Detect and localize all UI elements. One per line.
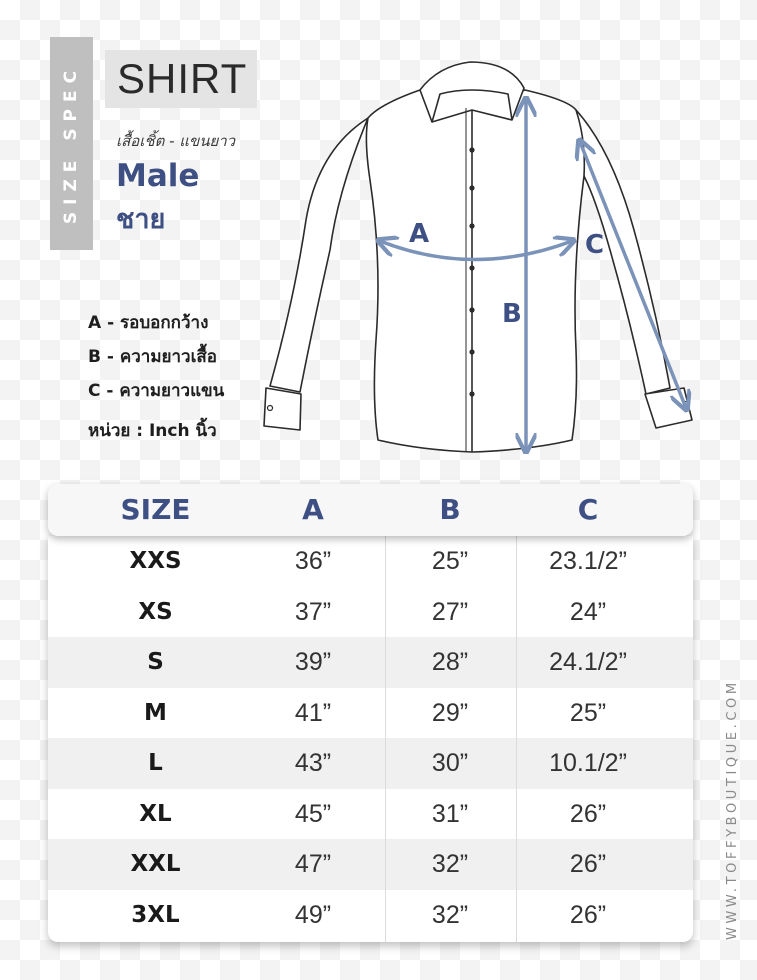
size-cell: XXL bbox=[130, 851, 181, 877]
website-url: WWW.TOFFYBOUTIQUE.COM bbox=[725, 679, 740, 940]
header-c: C bbox=[577, 493, 599, 526]
diagram-label-c: C bbox=[585, 230, 605, 260]
product-title: SHIRT bbox=[117, 55, 248, 102]
measurement-legend bbox=[88, 312, 224, 454]
product-title-box bbox=[105, 50, 257, 108]
length-cell: 32” bbox=[431, 900, 469, 929]
size-cell: XS bbox=[138, 598, 173, 625]
chest-cell: 47” bbox=[294, 850, 332, 878]
diagram-label-b: B bbox=[502, 299, 522, 329]
sleeve-cell: 10.1/2” bbox=[549, 749, 627, 777]
size-table-header bbox=[48, 484, 693, 536]
header-b: B bbox=[439, 493, 461, 526]
chest-cell: 45” bbox=[294, 799, 332, 828]
length-cell: 28” bbox=[431, 648, 469, 676]
table-row bbox=[48, 688, 693, 739]
table-row bbox=[48, 587, 693, 638]
table-row bbox=[48, 839, 693, 890]
length-cell: 30” bbox=[431, 749, 469, 777]
size-cell: L bbox=[148, 750, 163, 776]
chest-cell: 41” bbox=[294, 698, 332, 727]
shirt-body bbox=[366, 90, 584, 452]
left-sleeve bbox=[270, 118, 368, 392]
sleeve-cell: 26” bbox=[569, 900, 607, 929]
size-cell: XXS bbox=[129, 548, 182, 574]
size-cell: XL bbox=[139, 800, 172, 827]
column-divider bbox=[385, 536, 386, 942]
table-row bbox=[48, 890, 693, 941]
sleeve-cell: 23.1/2” bbox=[549, 547, 627, 575]
product-subtitle: เสื้อเชิ้ต - แขนยาว bbox=[116, 132, 236, 150]
length-cell: 27” bbox=[431, 597, 469, 626]
chest-cell: 37” bbox=[294, 597, 332, 626]
length-cell: 25” bbox=[431, 547, 469, 575]
legend-item-b: B - ความยาวเสื้อ bbox=[88, 347, 217, 367]
left-cuff bbox=[264, 388, 301, 430]
sleeve-cell: 26” bbox=[569, 799, 607, 828]
table-row bbox=[48, 738, 693, 789]
legend-item-c: C - ความยาวแขน bbox=[88, 381, 225, 401]
gender-thai: ชาย bbox=[116, 204, 166, 235]
diagram-label-a: A bbox=[409, 219, 430, 249]
size-cell: M bbox=[144, 699, 167, 726]
gender-english: Male bbox=[116, 158, 200, 194]
size-cell: S bbox=[147, 649, 164, 675]
size-cell: 3XL bbox=[131, 901, 180, 928]
table-row bbox=[48, 789, 693, 840]
header-size: SIZE bbox=[120, 493, 191, 526]
chest-cell: 36” bbox=[294, 547, 332, 575]
chest-cell: 39” bbox=[294, 648, 332, 676]
legend-item-a: A - รอบอกกว้าง bbox=[88, 313, 209, 333]
size-spec-band bbox=[50, 37, 93, 250]
table-row bbox=[48, 637, 693, 688]
length-cell: 31” bbox=[431, 799, 469, 828]
sleeve-cell: 24” bbox=[569, 597, 607, 626]
chest-cell: 43” bbox=[294, 749, 332, 777]
sleeve-cell: 26” bbox=[569, 850, 607, 878]
sleeve-cell: 24.1/2” bbox=[549, 648, 627, 676]
table-row bbox=[48, 536, 693, 587]
sleeve-cell: 25” bbox=[569, 698, 607, 727]
size-spec-label: SIZE SPEC bbox=[61, 63, 82, 224]
length-cell: 32” bbox=[431, 850, 469, 878]
column-divider bbox=[516, 536, 517, 942]
length-cell: 29” bbox=[431, 698, 469, 727]
unit-label: หน่วย : Inch นิ้ว bbox=[88, 421, 217, 441]
shirt-illustration bbox=[255, 50, 705, 470]
chest-cell: 49” bbox=[294, 900, 332, 929]
header-a: A bbox=[302, 493, 324, 526]
size-table bbox=[48, 536, 693, 942]
sleeve-arrow bbox=[580, 142, 686, 408]
